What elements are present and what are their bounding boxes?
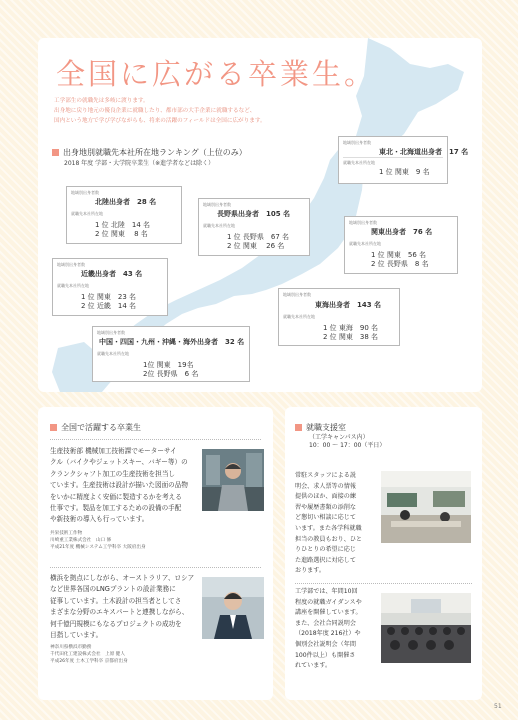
alumni-heading: 全国で活躍する卒業生 xyxy=(50,422,141,433)
alumni-caption-1: 共栄技術工作物 川崎重工業株式会社 山口 修 平成21年度 機械システム工学科卒 大阪府出身 xyxy=(50,531,146,550)
support-location: （工学キャンパス内） xyxy=(309,434,369,441)
support-seminar-photo xyxy=(381,593,471,663)
support-heading: 就職支援室 xyxy=(295,422,346,433)
alumni-photo-factory-worker xyxy=(202,449,264,511)
square-bullet-icon xyxy=(52,149,59,156)
alumni-text-2: 横浜を拠点にしながら、オーストラリア、ロシア など世界各国のLNGプラントの設計業務に 従事しています。土木設計の担当者としてさ まざまな分野のエキスパートと連携しながら、 何千億円規模にもなるプロジェクトの成功を 目指しています。 xyxy=(50,574,195,640)
region-box-hokuriku: 地域別出身者数 北陸出身者 28 名 就職先本社所在地 1 位 北陸 14 名 2 位 関東 8 名 xyxy=(66,186,182,244)
region-box-tokai: 地域別出身者数 東海出身者 143 名 就職先本社所在地 1 位 東海 90 名 2 位 関東 38 名 xyxy=(278,288,400,346)
square-bullet-icon xyxy=(50,424,57,431)
region-box-tohoku-hokkaido: 地域別出身者数 東北・北海道出身者 17 名 就職先本社所在地 1 位 関東 9 名 xyxy=(338,136,448,184)
top-panel xyxy=(38,38,482,392)
alumni-panel xyxy=(38,407,273,700)
ranking-subtitle: 2018 年度 学部・大学院卒業生（※進学者などは除く） xyxy=(64,160,215,167)
square-bullet-icon xyxy=(295,424,302,431)
ranking-heading: 出身地別就職先本社所在地ランキング（上位のみ） xyxy=(52,147,247,158)
intro-text: 工学部生の就職先は多岐に渡ります。 出身地に戻り地元の優良企業に就職したり、都市部の大手企業に就職するなど、 国内という地方で学び学びながらも、将来の活躍のフィールドは全国に広がります。 xyxy=(54,98,266,124)
region-box-kinki: 地域別出身者数 近畿出身者 43 名 就職先本社所在地 1 位 関東 23 名 2 位 近畿 14 名 xyxy=(52,258,168,316)
page-title: 全国に広がる卒業生。 xyxy=(56,57,377,91)
alumni-photo-office-worker xyxy=(202,577,264,639)
alumni-text-1: 生産技術部 機械加工技術課でモーターサイ クル（バイクやジェットスキー、バギー等）の クランクシャフト加工の生産技術を担当し ています。生産技術は設計が描いた図面の品物 をいかに精度よく安価に製造するかを考える 仕事です。製品を加工するための設備の手配 や新技術の導入も行っています。 xyxy=(50,447,188,524)
alumni-caption-2: 神奈川県横浜市勤務 千代田化工建設株式会社 上原 健人 平成26年度 土木工学科卒 京都府出身 xyxy=(50,645,128,664)
support-office-photo xyxy=(381,471,471,543)
support-hours: 10：00 ～ 17：00（平日） xyxy=(309,442,386,449)
region-box-kanto: 地域別出身者数 関東出身者 76 名 就職先本社所在地 1 位 関東 56 名 2 位 長野県 8 名 xyxy=(344,216,458,274)
region-box-chugoku-shikoku-kyushu-okinawa-overseas: 地域別出身者数 中国・四国・九州・沖縄・海外出身者 32 名 就職先本社所在地 1位 関東 19名 2位 長野県 6 名 xyxy=(92,326,250,382)
page-number: 51 xyxy=(494,703,502,710)
career-support-panel xyxy=(285,407,482,700)
support-text-2: 工学部では、年間10回 程度の就職ガイダンスや 講座を開催しています。 また、会社合同説明会 （2018年度 216社）や 個別会社説明会（年間 100件以上）も開催さ れています。 xyxy=(295,588,362,670)
region-box-nagano: 地域別出身者数 長野県出身者 105 名 就職先本社所在地 1 位 長野県 67 名 2 位 関東 26 名 xyxy=(198,198,310,256)
support-text-1: 常駐スタッフによる説 明会、求人票等の情報 提供のほか、面接の練 習や履歴書類の添削な ど懇切い相談に応じて います。また各学科就職 担当の教員もおり、ひと りひとりの希望に応じ た進路選択に対応して おります。 xyxy=(295,472,363,575)
